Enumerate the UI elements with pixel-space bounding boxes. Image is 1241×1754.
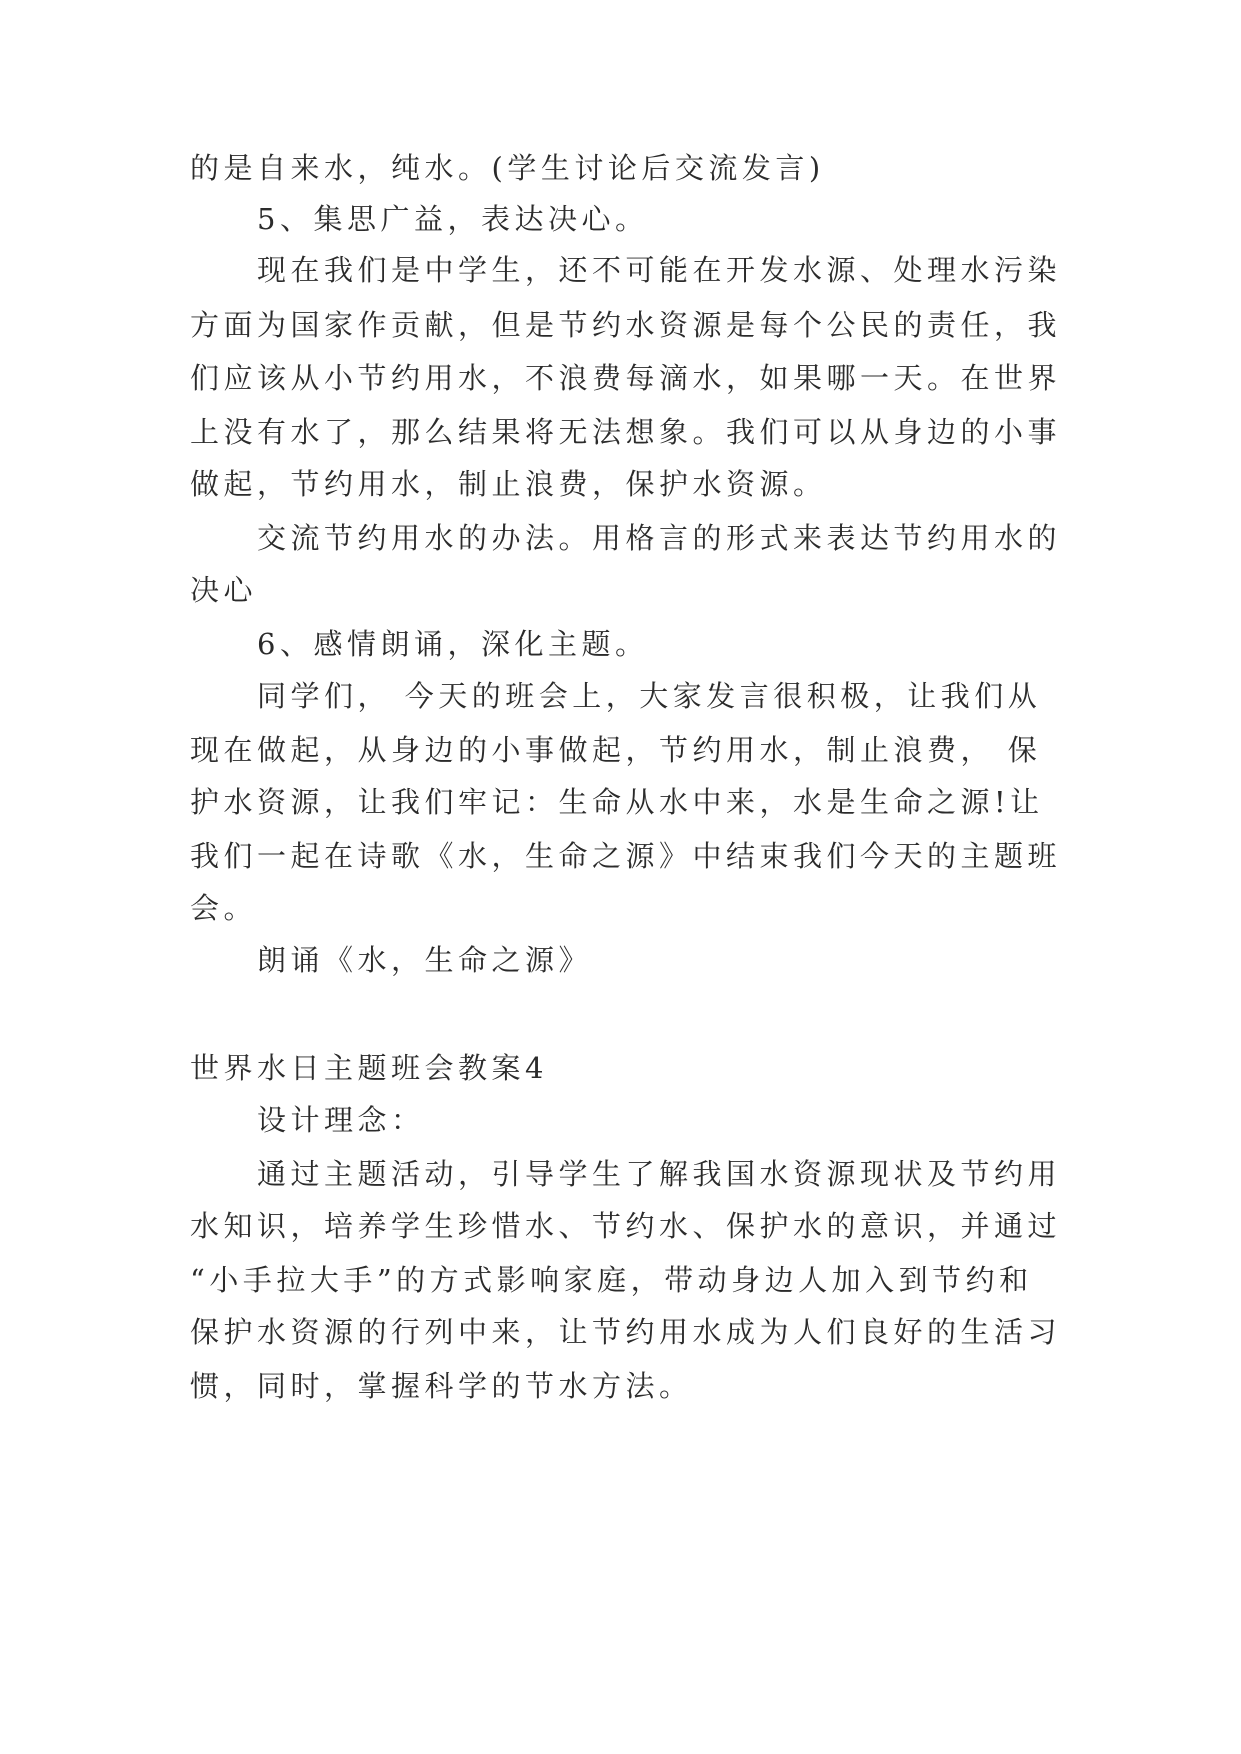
step6-paragraph-line: 同学们， 今天的班会上，大家发言很积极，让我们从	[257, 679, 1042, 713]
design-concept-line: “小手拉大手”的方式影响家庭，带动身边人加入到节约和	[190, 1263, 1033, 1297]
section-title: 世界水日主题班会教案4	[190, 1051, 548, 1085]
design-concept-line: 通过主题活动，引导学生了解我国水资源现状及节约用	[257, 1157, 1062, 1191]
step5-paragraph-line: 们应该从小节约用水，不浪费每滴水，如果哪一天。在世界	[190, 361, 1062, 395]
step6-paragraph-line: 现在做起，从身边的小事做起，节约用水，制止浪费， 保	[190, 733, 1042, 767]
recitation-line: 朗诵《水，生命之源》	[257, 943, 593, 977]
step5-paragraph-line: 现在我们是中学生，还不可能在开发水源、处理水污染	[257, 253, 1062, 287]
step6-heading: 6、感情朗诵，深化主题。	[257, 627, 649, 661]
section-subheading: 设计理念：	[257, 1103, 425, 1137]
step5-methods-line: 交流节约用水的办法。用格言的形式来表达节约用水的	[257, 521, 1062, 555]
step6-paragraph-line: 我们一起在诗歌《水，生命之源》中结束我们今天的主题班	[190, 839, 1062, 873]
step6-paragraph-line: 护水资源，让我们牢记：生命从水中来，水是生命之源!让	[190, 785, 1044, 819]
design-concept-line: 水知识，培养学生珍惜水、节约水、保护水的意识，并通过	[190, 1209, 1062, 1243]
step5-heading: 5、集思广益，表达决心。	[257, 202, 649, 236]
step5-methods-line: 决心	[190, 573, 258, 607]
step5-paragraph-line: 做起，节约用水，制止浪费，保护水资源。	[190, 467, 827, 501]
step5-paragraph-line: 上没有水了，那么结果将无法想象。我们可以从身边的小事	[190, 415, 1062, 449]
step5-paragraph-line: 方面为国家作贡献，但是节约水资源是每个公民的责任，我	[190, 308, 1062, 342]
step6-paragraph-line: 会。	[190, 891, 258, 925]
design-concept-line: 惯，同时，掌握科学的节水方法。	[190, 1369, 693, 1403]
design-concept-line: 保护水资源的行列中来，让节约用水成为人们良好的生活习	[190, 1315, 1062, 1349]
continuation-line: 的是自来水，纯水。(学生讨论后交流发言)	[190, 151, 825, 185]
